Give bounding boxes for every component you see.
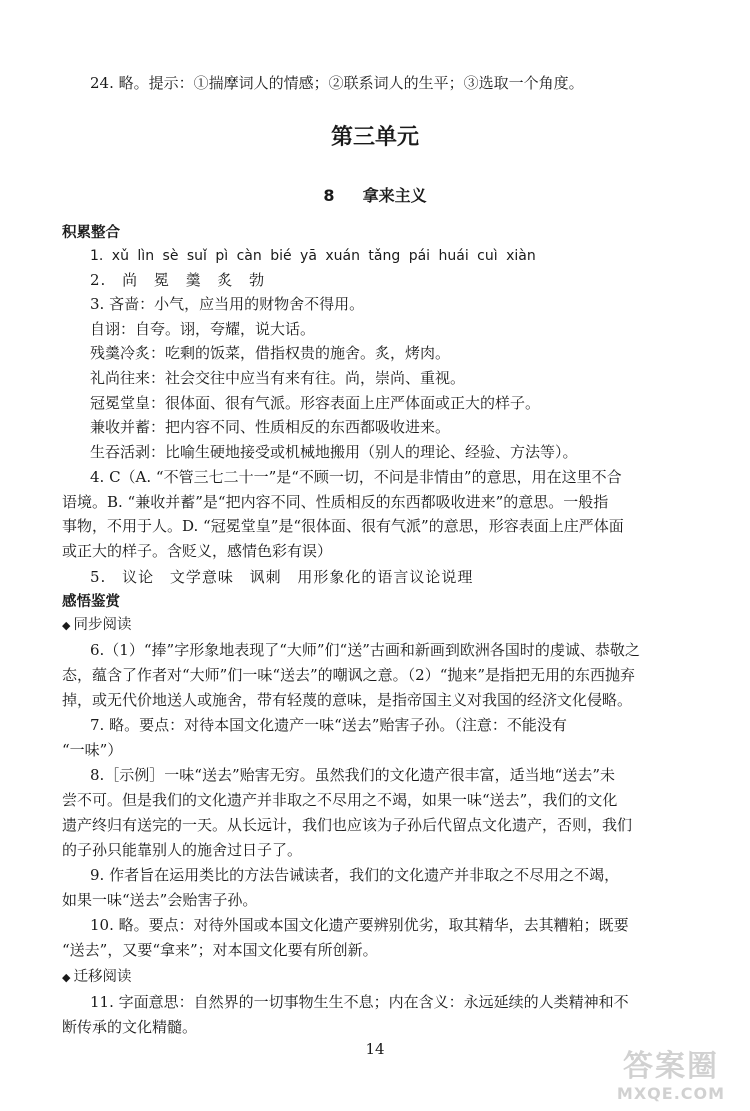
answer-line: 断传承的文化精髓。 [62, 1018, 198, 1036]
lesson-title: 拿来主义 [362, 186, 427, 205]
answer-item-24: 24. 略。提示：①揣摩词人的情感；②联系词人的生平；③选取一个角度。 [90, 74, 584, 92]
section-heading-appreciation: 感悟鉴赏 [62, 594, 120, 610]
watermark-url: MXQE.COM [616, 1084, 726, 1103]
subsection-label: 同步阅读 [73, 617, 132, 633]
lesson-heading [0, 183, 750, 206]
answer-line: 残羹冷炙：吃剩的饭菜，借指权贵的施舍。炙，烤肉。 [90, 344, 451, 362]
section-heading-accumulation: 积累整合 [62, 225, 120, 241]
subsection-sync-reading [62, 614, 692, 637]
answer-line: 掉，或无代价地送人或施舍，带有轻蔑的意味，是指帝国主义对我国的经济文化侵略。 [62, 691, 633, 709]
answer-line: 生吞活剥：比喻生硬地接受或机械地搬用（别人的理论、经验、方法等）。 [90, 443, 578, 461]
subsection-label: 迁移阅读 [73, 969, 132, 985]
unit-title: 第三单元 [330, 125, 419, 150]
answer-line: 8.［示例］一味“送去”贻害无穷。虽然我们的文化遗产很丰富，适当地“送去”未 [90, 766, 615, 784]
answer-line: 的子孙只能靠别人的施舍过日子了。 [62, 841, 303, 859]
diamond-bullet-icon: ◆ [62, 971, 71, 984]
answer-line: 4. C（A. “不管三七二十一”是“不顾一切，不问是非情由”的意思，用在这里不合 [90, 468, 622, 486]
diamond-bullet-icon: ◆ [62, 619, 71, 632]
answer-line: 兼收并蓄：把内容不同、性质相反的东西都吸收进来。 [90, 418, 451, 436]
answer-line: 1. xǔ lìn sè suǐ pì càn bié yā xuán tǎng pái huái cuì xiàn [90, 248, 536, 264]
answer-line: 7. 略。要点：对待本国文化遗产一味“送去”贻害子孙。（注意：不能没有 [90, 716, 567, 734]
answer-line: 尝不可。但是我们的文化遗产并非取之不尽用之不竭，如果一味“送去”，我们的文化 [62, 791, 618, 809]
answer-line: 礼尚往来：社会交往中应当有来有往。尚，崇尚、重视。 [90, 369, 466, 387]
answer-line: 冠冕堂皇：很体面、很有气派。形容表面上庄严体面或正大的样子。 [90, 394, 541, 412]
answer-line: “送去”，又要“拿来”；对本国文化要有所创新。 [62, 941, 378, 959]
watermark-text: 答案圈 [623, 1049, 719, 1084]
answer-line: 11. 字面意思：自然界的一切事物生生不息；内在含义：永远延续的人类精神和不 [90, 993, 629, 1011]
answer-line: 5. 议论 文学意味 讽刺 用形象化的语言议论说理 [90, 568, 474, 586]
answer-line: 遗产终归有送完的一天。从长远计，我们也应该为子孙后代留点文化遗产，否则，我们 [62, 816, 633, 834]
answer-line: 2. 尚 冕 羹 炙 勃 [90, 271, 266, 289]
answer-line: 或正大的样子。含贬义，感情色彩有误） [62, 542, 333, 560]
answer-line: 自诩：自夸。诩，夸耀，说大话。 [90, 320, 316, 338]
answer-line: 如果一味“送去”会贻害子孙。 [62, 891, 258, 909]
answer-line: “一味”） [62, 741, 123, 759]
subsection-transfer-reading [62, 966, 692, 989]
page-number: 14 [365, 1040, 385, 1058]
watermark-logo [606, 1050, 736, 1108]
answer-line: 语境。B. “兼收并蓄”是“把内容不同、性质相反的东西都吸收进来”的意思。一般指 [62, 493, 609, 511]
answer-line: 态，蕴含了作者对“大师”们一味“送去”的嘲讽之意。（2）“抛来”是指把无用的东西抛弃 [62, 666, 636, 684]
answer-line: 6.（1）“捧”字形象地表现了“大师”们“送”古画和新画到欧洲各国时的虔诚、恭敬之 [90, 641, 640, 659]
answer-line: 9. 作者旨在运用类比的方法告诫读者，我们的文化遗产并非取之不尽用之不竭， [90, 866, 620, 884]
lesson-number: 8 [323, 186, 335, 205]
answer-line: 3. 吝啬：小气，应当用的财物舍不得用。 [90, 295, 365, 313]
answer-line: 10. 略。要点：对待外国或本国文化遗产要辨别优劣，取其精华，去其糟粕；既要 [90, 916, 629, 934]
answer-line: 事物，不用于人。D. “冠冕堂皇”是“很体面、很有气派”的意思，形容表面上庄严体面 [62, 517, 624, 535]
